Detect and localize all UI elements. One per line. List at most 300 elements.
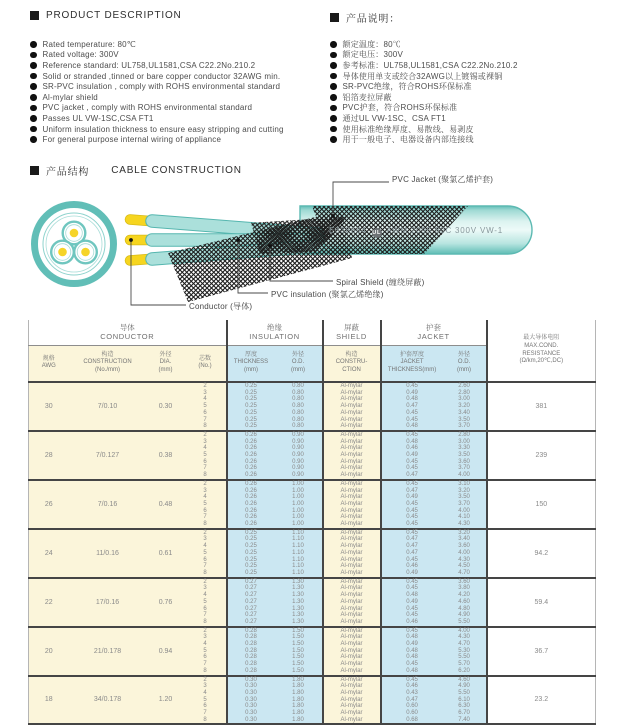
cell-line: 7 (203, 661, 207, 668)
cell-line: 0.80 (292, 396, 304, 403)
cell-line: 0.27 (245, 618, 257, 625)
cell-cores (185, 480, 227, 529)
cell-dia: 1.20 (147, 676, 185, 725)
table-row-awg18 (29, 676, 596, 725)
cell-line: Al-mylar (340, 703, 363, 710)
cell-ins-od (275, 480, 323, 529)
bullet-item (30, 113, 330, 124)
cell-line: 0.45 (406, 612, 418, 619)
cell-line: 1.10 (292, 529, 304, 536)
cell-line: Al-mylar (340, 612, 363, 619)
bullet-text: Al-mylar shield (42, 92, 98, 102)
cell-shield-stack (324, 677, 380, 724)
cell-line: 0.25 (245, 383, 257, 389)
bullet-item (30, 60, 330, 71)
cell-jacket-thickness-stack (382, 628, 443, 675)
cell-ins-thickness-stack (228, 530, 275, 577)
cell-line: 3 (203, 438, 207, 445)
cell-resistance: 239 (487, 431, 596, 480)
cell-line: 0.45 (406, 627, 418, 634)
cell-shield-stack (324, 579, 380, 626)
cell-construction: 7/0.10 (69, 382, 147, 431)
cell-line: 0.90 (292, 431, 304, 438)
cell-line: Al-mylar (340, 647, 363, 654)
cell-line: 1.00 (292, 480, 304, 487)
bullet-icon (30, 126, 37, 133)
product-description-list (30, 39, 330, 145)
cell-line: Al-mylar (340, 549, 363, 556)
cell-line: 0.26 (245, 500, 257, 507)
cell-shield (323, 431, 381, 480)
cell-line: 4 (203, 641, 207, 648)
cell-awg: 22 (29, 578, 69, 627)
cell-line: 1.50 (292, 654, 304, 661)
cell-line: 4.30 (458, 521, 470, 528)
bullet-item (330, 113, 630, 124)
cell-ins-thickness (227, 627, 275, 676)
bullet-icon (330, 62, 337, 69)
cell-line: 0.46 (406, 618, 418, 625)
header-line: CTION (342, 367, 361, 374)
col-header-ins-od (275, 345, 323, 382)
cell-jacket-thickness-stack (382, 481, 443, 528)
cell-cores-stack (185, 579, 226, 626)
cable-marking (326, 226, 506, 238)
cell-ins-thickness (227, 480, 275, 529)
cell-line: 0.26 (245, 521, 257, 528)
cell-line: 4.00 (458, 627, 470, 634)
cell-line: 0.26 (245, 472, 257, 479)
cell-line: 3.40 (458, 409, 470, 416)
cable-cross-section (35, 205, 114, 284)
cell-line: 6 (203, 409, 207, 416)
cell-line: Al-mylar (340, 480, 363, 487)
bullet-icon (330, 94, 337, 101)
cell-line: 0.45 (406, 605, 418, 612)
cell-line: 0.30 (245, 696, 257, 703)
cell-line: 3.60 (458, 578, 470, 585)
cell-line: 0.47 (406, 543, 418, 550)
cell-jacket-thickness (381, 676, 443, 725)
cell-line: 0.27 (245, 598, 257, 605)
cell-shield (323, 676, 381, 725)
bullet-icon (30, 105, 37, 112)
bullet-item (330, 60, 630, 71)
cable-marking-ul-number: E338684 (328, 226, 367, 235)
cell-line: 0.25 (245, 563, 257, 570)
cell-line: 0.27 (245, 612, 257, 619)
cell-line: 0.80 (292, 389, 304, 396)
label-pvc-insulation: PVC insulation (聚氯乙烯绝缘) (271, 290, 384, 299)
cell-line: 0.26 (245, 514, 257, 521)
cell-cores-stack (185, 677, 226, 724)
header-line: (No.) (198, 363, 212, 370)
cell-cores (185, 431, 227, 480)
cell-cores (185, 627, 227, 676)
cell-line: Al-mylar (340, 536, 363, 543)
header-line: 构造 (345, 351, 358, 358)
cell-line: 2.60 (458, 383, 470, 389)
cell-line: 2 (203, 480, 207, 487)
product-description-cn-title (330, 10, 400, 25)
cell-line: 3.60 (458, 543, 470, 550)
cell-resistance: 23.2 (487, 676, 596, 725)
header-line: 外径 (159, 351, 172, 358)
cell-line: 5.30 (458, 647, 470, 654)
cell-line: 1.80 (292, 683, 304, 690)
cell-line: Al-mylar (340, 521, 363, 528)
cell-ins-thickness (227, 578, 275, 627)
cell-line: 2 (203, 676, 207, 683)
label-pvc-jacket: PVC Jacket (聚氯乙烯护套) (392, 175, 494, 184)
cell-line: 0.48 (406, 438, 418, 445)
cell-line: 0.30 (245, 716, 257, 723)
cell-line: 3.10 (458, 480, 470, 487)
cell-line: 0.28 (245, 667, 257, 674)
bullet-item (330, 39, 630, 50)
product-description-cn-list (330, 39, 630, 145)
cell-line: 0.80 (292, 403, 304, 410)
cell-cores (185, 676, 227, 725)
cell-shield (323, 480, 381, 529)
cell-jacket-od-stack (443, 579, 486, 626)
cell-line: 4.80 (458, 605, 470, 612)
cell-line: Al-mylar (340, 683, 363, 690)
cell-resistance: 59.4 (487, 578, 596, 627)
cell-line: 0.28 (245, 647, 257, 654)
cell-line: 1.80 (292, 710, 304, 717)
cell-line: 3.20 (458, 487, 470, 494)
cell-line: 0.28 (245, 634, 257, 641)
cell-shield-stack (324, 383, 380, 430)
bullet-text: Reference standard: UL758,UL1581,CSA C22.2No.210.2 (42, 60, 256, 70)
cell-jacket-thickness (381, 480, 443, 529)
cell-dia: 0.61 (147, 529, 185, 578)
cell-line: Al-mylar (340, 458, 363, 465)
cell-line: Al-mylar (340, 654, 363, 661)
cell-construction: 21/0.178 (69, 627, 147, 676)
cell-dia: 0.94 (147, 627, 185, 676)
cell-line: 1.80 (292, 703, 304, 710)
col-header-ins-thickness (227, 345, 275, 382)
cell-line: Al-mylar (340, 716, 363, 723)
cell-line: 0.27 (245, 592, 257, 599)
cell-line: 1.10 (292, 556, 304, 563)
cell-dia: 0.30 (147, 382, 185, 431)
cell-line: 0.46 (406, 683, 418, 690)
cell-line: 0.25 (245, 556, 257, 563)
cell-line: Al-mylar (340, 578, 363, 585)
section-square-icon (30, 11, 39, 20)
table-group-header-row (29, 320, 596, 345)
header-line: 外径 (458, 351, 471, 358)
cell-line: 1.50 (292, 634, 304, 641)
cell-line: 6 (203, 654, 207, 661)
cell-line: Al-mylar (340, 423, 363, 430)
cell-line: 1.30 (292, 618, 304, 625)
cell-line: 7 (203, 416, 207, 423)
cell-shield-stack (324, 628, 380, 675)
group-header-shield (323, 320, 381, 345)
cell-line: 0.47 (406, 472, 418, 479)
bullet-text: 额定电压：300V (342, 50, 403, 60)
cell-resistance: 381 (487, 382, 596, 431)
cell-line: 0.47 (406, 536, 418, 543)
cell-line: 3.80 (458, 585, 470, 592)
header-line: MAX.COND. (524, 342, 559, 349)
bullet-text: 导体使用单支或绞合32AWG以上镀锡或裸铜 (342, 71, 503, 81)
cell-line: 0.45 (406, 585, 418, 592)
spec-table (28, 320, 596, 725)
cell-line: 0.25 (245, 529, 257, 536)
cell-line: 1.50 (292, 661, 304, 668)
header-line: 芯数 (199, 355, 212, 362)
cable-construction-section (0, 160, 603, 320)
bullet-icon (330, 41, 337, 48)
header-line: JACKET (400, 359, 424, 366)
bullet-item (330, 124, 630, 135)
table-row-awg20 (29, 627, 596, 676)
table-row-awg28 (29, 431, 596, 480)
cell-ins-thickness-stack (228, 481, 275, 528)
header-line: RESISTANCE (522, 350, 561, 357)
cell-line: 0.45 (406, 458, 418, 465)
bullet-item (30, 92, 330, 103)
cell-line: 0.28 (245, 661, 257, 668)
cell-line: 0.27 (245, 585, 257, 592)
cell-jacket-od-stack (443, 677, 486, 724)
cell-line: 6.30 (458, 703, 470, 710)
cell-line: Al-mylar (340, 416, 363, 423)
label-spiral-shield: Spiral Shield (缠绕屏蔽) (336, 278, 425, 287)
header-line: (mm) (158, 367, 173, 374)
cell-line: 0.90 (292, 452, 304, 459)
cell-line: 6.20 (458, 667, 470, 674)
cell-dia: 0.38 (147, 431, 185, 480)
cell-line: 4.90 (458, 612, 470, 619)
cell-line: 0.26 (245, 507, 257, 514)
header-line: 护套厚度 (400, 351, 425, 358)
header-line: AWG (41, 363, 56, 370)
cell-line: 0.68 (406, 716, 418, 723)
cell-line: 0.46 (406, 563, 418, 570)
cell-line: 0.25 (245, 403, 257, 410)
cell-line: Al-mylar (340, 472, 363, 479)
cell-line: 0.26 (245, 445, 257, 452)
header-line: (mm) (244, 367, 259, 374)
cell-jacket-thickness (381, 431, 443, 480)
cell-line: 4.00 (458, 507, 470, 514)
cell-line: 0.90 (292, 465, 304, 472)
cell-shield (323, 529, 381, 578)
cell-cores (185, 578, 227, 627)
cell-line: 0.25 (245, 549, 257, 556)
cell-line: 0.90 (292, 445, 304, 452)
cell-line: 0.48 (406, 667, 418, 674)
cell-line: Al-mylar (340, 569, 363, 576)
bullet-icon (30, 83, 37, 90)
bullet-icon (30, 41, 37, 48)
bullet-item (30, 39, 330, 50)
cell-line: 0.26 (245, 480, 257, 487)
cell-line: 0.30 (245, 703, 257, 710)
cell-line: 0.25 (245, 409, 257, 416)
cell-line: 5 (203, 696, 207, 703)
cell-line: 8 (203, 618, 207, 625)
header-line: DIA. (159, 359, 172, 366)
cell-line: 3.70 (458, 500, 470, 507)
cell-line: 0.26 (245, 458, 257, 465)
cell-line: 0.45 (406, 661, 418, 668)
product-description-title-text: PRODUCT DESCRIPTION (46, 10, 182, 21)
cell-ins-od-stack (275, 677, 322, 724)
cell-cores-stack (185, 530, 226, 577)
cell-line: Al-mylar (340, 383, 363, 389)
cell-line: 4 (203, 396, 207, 403)
cell-ins-thickness-stack (228, 432, 275, 479)
cell-jacket-thickness-stack (382, 579, 443, 626)
cell-awg: 24 (29, 529, 69, 578)
cell-jacket-od-stack (443, 481, 486, 528)
cell-line: 0.45 (406, 409, 418, 416)
bullet-icon (30, 62, 37, 69)
header-line: O.D. (291, 359, 305, 366)
header-line: O.D. (457, 359, 471, 366)
bullet-text: 铝箔麦拉屏蔽 (342, 92, 392, 102)
cell-ins-thickness-stack (228, 383, 275, 430)
cell-line: Al-mylar (340, 543, 363, 550)
label-conductor: Conductor (导体) (189, 302, 253, 311)
cell-jacket-thickness-stack (382, 677, 443, 724)
cell-line: 0.48 (406, 647, 418, 654)
cell-line: 1.30 (292, 605, 304, 612)
cell-line: 0.90 (292, 438, 304, 445)
cell-line: 1.30 (292, 578, 304, 585)
bullet-item (330, 103, 630, 114)
cell-line: 1.10 (292, 536, 304, 543)
group-header-conductor (29, 320, 227, 345)
cell-line: Al-mylar (340, 465, 363, 472)
cell-line: 4.00 (458, 549, 470, 556)
cell-line: 8 (203, 716, 207, 723)
bullet-text: SR-PVC绝缘，符合ROHS环保标准 (342, 82, 472, 92)
cell-line: 5 (203, 647, 207, 654)
cell-line: 7 (203, 514, 207, 521)
bullet-icon (330, 73, 337, 80)
bullet-item (330, 92, 630, 103)
cell-line: Al-mylar (340, 500, 363, 507)
bullet-icon (330, 126, 337, 133)
bullet-text: SR-PVC insulation , comply with ROHS environmental standard (42, 82, 281, 92)
cell-ins-thickness (227, 676, 275, 725)
cell-line: 1.80 (292, 689, 304, 696)
cell-line: 3.00 (458, 396, 470, 403)
cell-ins-thickness-stack (228, 677, 275, 724)
cell-line: 0.45 (406, 676, 418, 683)
cell-jacket-thickness-stack (382, 530, 443, 577)
cell-line: 1.30 (292, 598, 304, 605)
cell-line: 2 (203, 431, 207, 438)
cell-jacket-od (443, 529, 487, 578)
cell-line: 4.70 (458, 569, 470, 576)
cell-line: 0.30 (245, 710, 257, 717)
cell-line: 4.60 (458, 598, 470, 605)
cell-line: 4.30 (458, 556, 470, 563)
bullet-icon (330, 105, 337, 112)
group-header-en: CONDUCTOR (100, 332, 155, 342)
cell-line: Al-mylar (340, 676, 363, 683)
cell-line: 3 (203, 585, 207, 592)
cell-line: 0.45 (406, 465, 418, 472)
cell-line: 3.20 (458, 529, 470, 536)
cell-line: 7.40 (458, 716, 470, 723)
cell-line: Al-mylar (340, 389, 363, 396)
cell-line: 5 (203, 500, 207, 507)
cell-line: 4 (203, 543, 207, 550)
cell-line: 1.50 (292, 647, 304, 654)
group-header-en: SHIELD (336, 332, 367, 342)
cell-shield (323, 627, 381, 676)
cell-line: 7 (203, 612, 207, 619)
cell-line: 0.60 (406, 710, 418, 717)
group-header-cn: 护套 (426, 323, 442, 333)
bullet-text: 用于一般电子、电器设备内部连接线 (342, 135, 474, 145)
cell-line: 6 (203, 605, 207, 612)
cell-line: 2.80 (458, 431, 470, 438)
cell-line: 0.45 (406, 416, 418, 423)
col-header-jacket-od (443, 345, 487, 382)
cell-line: Al-mylar (340, 667, 363, 674)
cell-line: Al-mylar (340, 627, 363, 634)
bullet-item (30, 134, 330, 145)
cell-line: 0.48 (406, 654, 418, 661)
cell-line: 0.26 (245, 431, 257, 438)
bullet-item (30, 103, 330, 114)
cell-ins-od-stack (275, 530, 322, 577)
bullet-text: PVC jacket , comply with ROHS environmental standard (42, 103, 253, 113)
cell-line: Al-mylar (340, 598, 363, 605)
header-line: (No./mm) (95, 367, 120, 374)
cell-line: 0.26 (245, 438, 257, 445)
cell-line: 1.00 (292, 507, 304, 514)
product-description-cn-title-text: 产品说明： (346, 14, 400, 25)
cell-line: 0.25 (245, 389, 257, 396)
bullet-text: PVC护套，符合ROHS环保标准 (342, 103, 458, 113)
col-header-resistance (487, 320, 596, 382)
cell-ins-od-stack (275, 481, 322, 528)
header-line: (mm) (291, 367, 306, 374)
cell-line: 0.90 (292, 458, 304, 465)
header-line: CONSTRUCTION (83, 359, 132, 366)
cell-line: 6 (203, 458, 207, 465)
ul-logo-icon: UL (372, 230, 382, 236)
cell-ins-thickness (227, 529, 275, 578)
cell-line: 2 (203, 627, 207, 634)
cell-ins-thickness (227, 382, 275, 431)
cell-line: 4.10 (458, 514, 470, 521)
cell-line: 0.28 (245, 627, 257, 634)
cell-line: Al-mylar (340, 641, 363, 648)
bullet-text: 参考标准：UL758,UL1581,CSA C22.2No.210.2 (342, 60, 518, 70)
cell-line: 0.48 (406, 423, 418, 430)
cell-line: Al-mylar (340, 661, 363, 668)
bullet-icon (30, 136, 37, 143)
cell-line: 0.27 (245, 605, 257, 612)
cell-shield (323, 578, 381, 627)
group-header-jacket (381, 320, 487, 345)
cell-shield-stack (324, 432, 380, 479)
cell-cores-stack (185, 481, 226, 528)
